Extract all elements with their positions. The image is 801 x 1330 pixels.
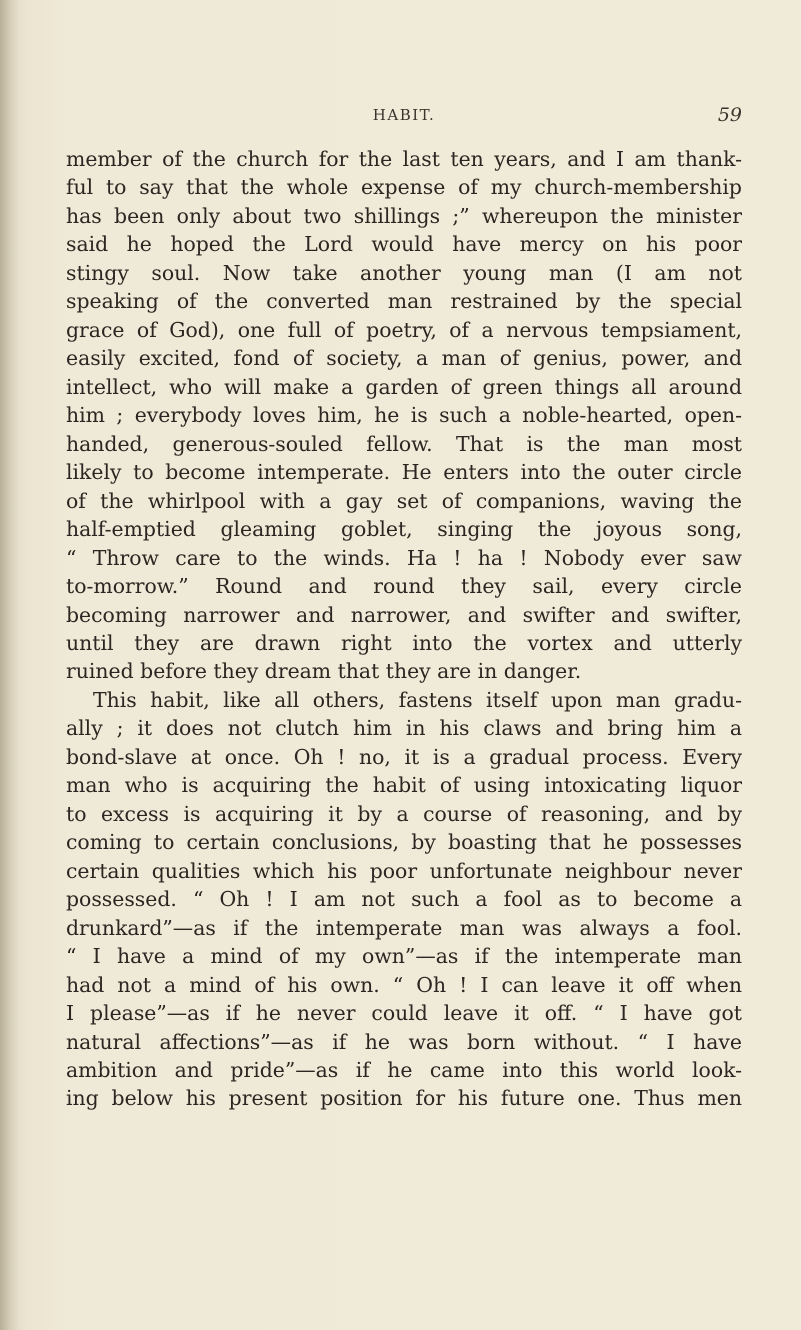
text-line: ing below his present position for his future one. Thus men [66, 1086, 742, 1111]
text-line: ruined before they dream that they are in danger. [66, 659, 582, 684]
paragraph [66, 145, 742, 686]
text-line: said he hoped the Lord would have mercy on his poor [66, 232, 742, 257]
body-text [66, 145, 742, 1265]
text-line: him ; everybody loves him, he is such a noble-hearted, open- [66, 403, 742, 428]
paragraph [66, 686, 742, 1113]
text-line: natural affections”—as if he was born without. “ I have [66, 1029, 742, 1054]
text-line: ambition and pride”—as if he came into this world look- [66, 1058, 742, 1082]
text-line: ally ; it does not clutch him in his claws and bring him a [66, 716, 742, 741]
text-line: ful to say that the whole expense of my church-membership [66, 175, 742, 200]
text-line: becoming narrower and narrower, and swifter and swifter, [66, 602, 742, 627]
text-line: easily excited, fond of society, a man of genius, power, and [66, 346, 742, 371]
text-line: stingy soul. Now take another young man (I am not [66, 260, 742, 285]
text-line: coming to certain conclusions, by boasting that he possesses [66, 830, 742, 855]
text-line: until they are drawn right into the vortex and utterly [66, 630, 742, 655]
text-line: man who is acquiring the habit of using intoxicating liquor [66, 773, 742, 798]
text-line: I please”—as if he never could leave it off. “ I have got [66, 1001, 742, 1026]
text-line: grace of God), one full of poetry, of a nervous tempsiament, [66, 317, 742, 342]
text-line: “ Throw care to the winds. Ha ! ha ! Nobody ever saw [66, 545, 742, 570]
text-line: handed, generous-souled fellow. That is the man most [66, 431, 742, 456]
text-line: had not a mind of his own. “ Oh ! I can leave it off when [66, 972, 742, 997]
text-line: drunkard”—as if the intemperate man was always a fool. [66, 915, 742, 940]
text-line: bond-slave at once. Oh ! no, it is a gradual process. Every [66, 744, 742, 769]
text-line: This habit, like all others, fastens itself upon man gradu- [93, 687, 742, 712]
text-line: “ I have a mind of my own”—as if the intemperate man [66, 944, 742, 969]
text-line: intellect, who will make a garden of green things all around [66, 374, 742, 399]
text-line: member of the church for the last ten years, and I am thank- [66, 147, 742, 171]
page-header [66, 104, 742, 128]
text-line: to excess is acquiring it by a course of reasoning, and by [66, 801, 742, 826]
text-line: speaking of the converted man restrained by the special [66, 289, 742, 314]
page-number: 59 [717, 104, 742, 126]
text-line: to-morrow.” Round and round they sail, every circle [66, 574, 742, 599]
text-line: likely to become intemperate. He enters into the outer circle [66, 460, 742, 485]
text-line: of the whirlpool with a gay set of companions, waving the [66, 488, 742, 513]
page-binding-shadow [0, 0, 18, 1330]
text-line: has been only about two shillings ;” whereupon the minister [66, 203, 742, 228]
text-line: possessed. “ Oh ! I am not such a fool as to become a [66, 887, 742, 912]
text-line: certain qualities which his poor unfortunate neighbour never [66, 858, 742, 883]
running-head: HABIT. [372, 106, 436, 124]
text-line: half-emptied gleaming goblet, singing the joyous song, [66, 517, 742, 542]
